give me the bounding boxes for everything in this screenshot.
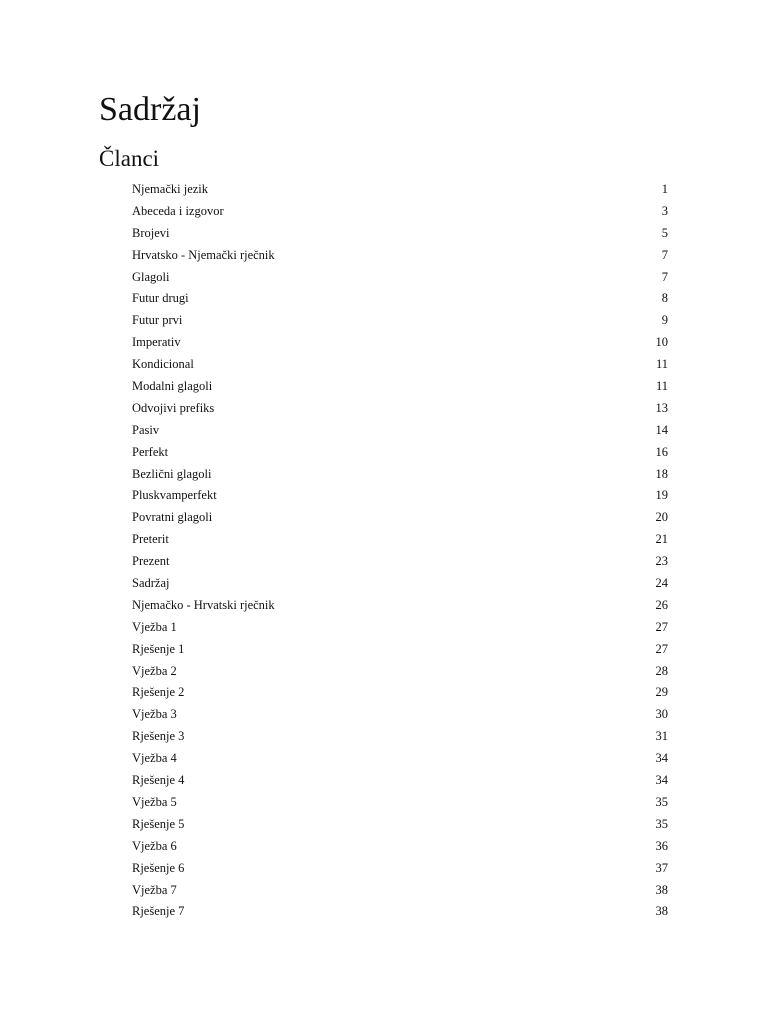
toc-entry[interactable]: [132, 682, 668, 704]
toc-entry-label: Modalni glagoli: [132, 379, 213, 394]
toc-entry-page-number: 20: [655, 510, 668, 525]
toc-entry[interactable]: [132, 901, 668, 923]
toc-entry-label: Vježba 2: [132, 663, 177, 678]
toc-entry-page-number: 31: [655, 729, 668, 744]
toc-entry-page-number: 38: [655, 904, 668, 919]
toc-entry[interactable]: [132, 836, 668, 858]
toc-entry-label: Pluskvamperfekt: [132, 488, 217, 503]
toc-entry-page-number: 21: [655, 532, 668, 547]
toc-entry-page-number: 19: [655, 488, 668, 503]
toc-entry[interactable]: [132, 485, 668, 507]
toc-entry-page-number: 26: [655, 597, 668, 612]
toc-entry[interactable]: [132, 288, 668, 310]
toc-entry-label: Hrvatsko - Njemački rječnik: [132, 247, 275, 262]
section-title: Članci: [99, 146, 160, 171]
toc-entry-label: Njemačko - Hrvatski rječnik: [132, 597, 275, 612]
toc-entry[interactable]: [132, 814, 668, 836]
toc-entry[interactable]: [132, 770, 668, 792]
toc-entry-page-number: 36: [655, 838, 668, 853]
toc-entry[interactable]: [132, 267, 668, 289]
toc-entry[interactable]: [132, 376, 668, 398]
toc-entry-page-number: 3: [661, 203, 668, 218]
toc-entry[interactable]: [132, 223, 668, 245]
toc-entry-page-number: 1: [661, 182, 668, 196]
toc-entry-label: Futur drugi: [132, 291, 189, 306]
toc-entry-label: Vježba 3: [132, 707, 177, 722]
toc-entry-page-number: 13: [655, 400, 668, 415]
toc-entry[interactable]: [132, 551, 668, 573]
toc-entry-label: Perfekt: [132, 444, 169, 459]
toc-entry-page-number: 27: [655, 619, 668, 634]
toc-entry-page-number: 35: [655, 794, 668, 809]
toc-entry-label: Abeceda i izgovor: [132, 203, 224, 218]
toc-entry-page-number: 37: [655, 860, 668, 875]
toc-entry-page-number: 28: [655, 663, 668, 678]
toc-entry-page-number: 23: [655, 554, 668, 569]
toc-entry-label: Vježba 1: [132, 619, 177, 634]
toc-entry[interactable]: [132, 310, 668, 332]
toc-entry-page-number: 38: [655, 882, 668, 897]
toc-entry[interactable]: [132, 595, 668, 617]
toc-entry-page-number: 34: [655, 773, 668, 788]
toc-entry-label: Preterit: [132, 532, 169, 547]
toc-entry-page-number: 14: [655, 422, 668, 437]
toc-entry[interactable]: [132, 201, 668, 223]
toc-entry-label: Rješenje 1: [132, 641, 185, 656]
toc-entry-label: Rješenje 2: [132, 685, 185, 700]
toc-entry-label: Vježba 4: [132, 751, 177, 766]
toc-entry[interactable]: [132, 507, 668, 529]
toc-entry-page-number: 11: [655, 357, 668, 372]
toc-entry-label: Vježba 7: [132, 882, 177, 897]
page-title: Sadržaj: [99, 91, 201, 128]
table-of-contents: [132, 179, 668, 923]
toc-entry[interactable]: [132, 617, 668, 639]
toc-entry-page-number: 16: [655, 444, 668, 459]
toc-entry-page-number: 18: [655, 466, 668, 481]
toc-entry[interactable]: [132, 179, 668, 201]
toc-entry-label: Rješenje 3: [132, 729, 185, 744]
toc-entry-label: Njemački jezik: [132, 182, 209, 196]
toc-entry-label: Vježba 6: [132, 838, 177, 853]
toc-entry-label: Sadržaj: [132, 576, 170, 591]
toc-entry[interactable]: [132, 332, 668, 354]
toc-entry-page-number: 30: [655, 707, 668, 722]
toc-entry[interactable]: [132, 529, 668, 551]
toc-entry[interactable]: [132, 398, 668, 420]
toc-entry[interactable]: [132, 442, 668, 464]
toc-entry-label: Prezent: [132, 554, 170, 569]
toc-entry[interactable]: [132, 464, 668, 486]
toc-entry-page-number: 27: [655, 641, 668, 656]
toc-entry-label: Rješenje 5: [132, 816, 185, 831]
toc-entry-page-number: 9: [661, 313, 668, 328]
toc-entry-label: Rješenje 6: [132, 860, 185, 875]
toc-entry-page-number: 11: [655, 379, 668, 394]
toc-entry-label: Imperativ: [132, 335, 181, 350]
toc-entry-label: Rješenje 4: [132, 773, 185, 788]
toc-entry[interactable]: [132, 420, 668, 442]
toc-entry-page-number: 34: [655, 751, 668, 766]
toc-entry-label: Bezlični glagoli: [132, 466, 212, 481]
toc-entry-page-number: 24: [655, 576, 668, 591]
toc-entry-page-number: 7: [661, 269, 668, 284]
toc-entry-label: Glagoli: [132, 269, 170, 284]
toc-entry-label: Kondicional: [132, 357, 194, 372]
toc-entry-label: Futur prvi: [132, 313, 183, 328]
toc-entry-page-number: 5: [661, 225, 668, 240]
toc-entry-label: Odvojivi prefiks: [132, 400, 215, 415]
toc-entry-page-number: 10: [655, 335, 668, 350]
toc-entry[interactable]: [132, 880, 668, 902]
toc-entry[interactable]: [132, 704, 668, 726]
toc-entry-label: Rješenje 7: [132, 904, 185, 919]
toc-entry-label: Vježba 5: [132, 794, 177, 809]
toc-entry[interactable]: [132, 792, 668, 814]
toc-entry[interactable]: [132, 354, 668, 376]
toc-entry[interactable]: [132, 573, 668, 595]
toc-entry[interactable]: [132, 639, 668, 661]
toc-entry[interactable]: [132, 245, 668, 267]
toc-entry[interactable]: [132, 748, 668, 770]
toc-entry-label: Pasiv: [132, 422, 160, 437]
toc-entry-page-number: 8: [661, 291, 668, 306]
toc-entry-page-number: 7: [661, 247, 668, 262]
toc-entry-label: Brojevi: [132, 225, 170, 240]
toc-entry[interactable]: [132, 858, 668, 880]
toc-entry-page-number: 35: [655, 816, 668, 831]
toc-entry[interactable]: [132, 726, 668, 748]
toc-entry-label: Povratni glagoli: [132, 510, 213, 525]
toc-entry[interactable]: [132, 661, 668, 683]
toc-entry-page-number: 29: [655, 685, 668, 700]
